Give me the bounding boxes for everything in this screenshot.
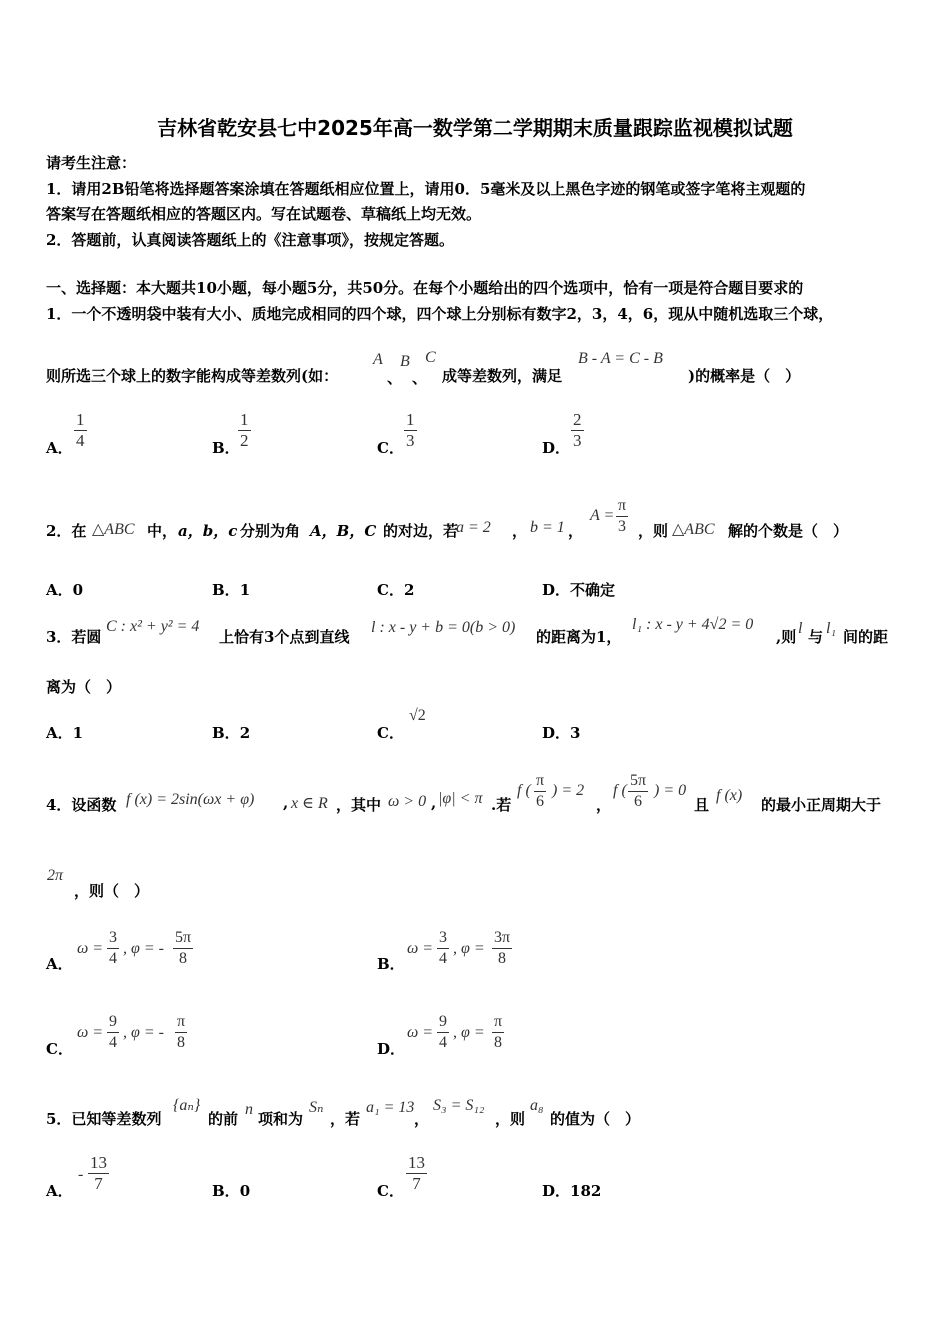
q3-text-6: 间的距 [843, 628, 889, 646]
q3-option-c-text[interactable]: √2 [409, 707, 426, 724]
q5-math-S: S₃ = S₁₂ [433, 1097, 485, 1114]
q5-option-a-sign: - [78, 1166, 84, 1183]
q5-option-b-label: B． [212, 1182, 240, 1200]
q5-option-c-den: 7 [412, 1174, 421, 1193]
q2-text-8: ， [568, 522, 584, 540]
q5-option-d-label: D． [542, 1182, 571, 1200]
q2-text-10: 解的个数是（ ） [728, 522, 849, 540]
q4-f2-num: 5π [628, 771, 648, 792]
q2-option-b-text: 1 [239, 581, 251, 599]
q1-option-b-den: 2 [240, 431, 249, 450]
q2-option-a-label: A． [46, 581, 73, 599]
q4-f2-den: 6 [634, 793, 643, 810]
q4-text-8: 的最小正周期大于 [761, 796, 882, 814]
q3-math-l1: l₁ : x - y + 4√2 = 0 [632, 616, 754, 633]
q1-option-d-value[interactable] [571, 410, 584, 451]
q3-math-line: l : x - y + b = 0(b > 0) [371, 619, 516, 636]
q2-option-c-text: 2 [403, 581, 415, 599]
q4-option-b-pd: 8 [498, 950, 507, 967]
q3-text-7: 离为（ ） [46, 678, 122, 696]
q1-sep-2: 、 [412, 369, 428, 387]
q5-text-5: ， [414, 1110, 430, 1128]
q5-math-a8: a₈ [530, 1097, 544, 1114]
q2-text-6: 的对边，若 [383, 522, 459, 540]
q4-text-3: ，其中 [336, 796, 382, 814]
q4-option-a-w-frac [107, 928, 119, 969]
q3-option-d-text: 3 [570, 724, 581, 742]
q4-option-c-pd: 8 [177, 1034, 186, 1051]
q5-option-b-text: 0 [239, 1182, 251, 1200]
q3-option-c-label[interactable]: C． [377, 724, 404, 742]
q4-option-b-label[interactable]: B． [377, 955, 405, 973]
q3-text-4: ,则 [776, 628, 797, 646]
q3-math-l: l [798, 620, 803, 637]
q4-text-7: 且 [694, 796, 710, 814]
q5-text-2: 的前 [208, 1110, 239, 1128]
q3-option-a-label: A． [46, 724, 73, 742]
q1-math-condition: B - A = C - B [578, 350, 663, 367]
q4-math-phi: |φ| < π [438, 790, 483, 807]
q1-stem-line-1: 1．一个不透明袋中装有大小、质地完成相同的四个球，四个球上分别标有数字2，3，4，6，现从中随机选取三个球， [46, 305, 834, 323]
q5-option-c-label[interactable]: C． [377, 1182, 404, 1200]
q2-text-1: 2．在 [46, 522, 87, 540]
q2-math-a: a = 2 [456, 519, 491, 536]
q5-option-d-text: 182 [570, 1182, 602, 1200]
q4-text-6: ， [596, 796, 612, 814]
q2-option-c-label: C． [377, 581, 404, 599]
q4-option-d-label[interactable]: D． [377, 1040, 406, 1058]
q4-option-d-w: ω = [407, 1024, 434, 1041]
q4-option-b-p: , φ = [453, 940, 485, 957]
q4-option-d-wd: 4 [439, 1034, 447, 1051]
q5-option-b[interactable] [212, 1180, 250, 1201]
q4-option-c-p-frac [175, 1012, 187, 1053]
q5-option-a-den: 7 [94, 1174, 103, 1193]
q1-option-b-num: 1 [240, 410, 249, 429]
q3-option-b-text: 2 [239, 724, 251, 742]
q4-math-2pi: 2π [47, 867, 64, 884]
q3-text-3: 的距离为1， [536, 628, 622, 646]
q4-option-d-p-frac [492, 1012, 504, 1053]
q1-option-c-value[interactable] [404, 410, 417, 451]
q3-text-5: 与 [808, 628, 824, 646]
q1-option-c-label[interactable]: C． [377, 439, 404, 457]
q1-math-b: B [400, 353, 410, 370]
q1-option-d-label[interactable]: D． [542, 439, 571, 457]
q2-text-2: 中， [147, 522, 178, 540]
q5-math-a1: a₁ = 13 [366, 1099, 415, 1116]
notice-line-3: 2．答题前，认真阅读答题纸上的《注意事项》，按规定答题。 [46, 231, 454, 249]
q5-option-a-num: 13 [90, 1153, 107, 1172]
q5-option-d[interactable] [542, 1180, 601, 1201]
notice-line-2: 答案写在答题纸相应的答题区内。写在试题卷、草稿纸上均无效。 [46, 205, 482, 223]
q1-stem-line-2b: 成等差数列，满足 [442, 367, 563, 385]
q3-option-d[interactable] [542, 722, 580, 743]
q2-text-3: a，b，c [178, 522, 238, 540]
q2-text-4: 分别为角 [240, 522, 301, 540]
q2-A-den: 3 [618, 518, 627, 535]
q4-option-d-p: , φ = [453, 1024, 485, 1041]
q2-option-d-label: D． [542, 581, 571, 599]
q1-option-c-num: 1 [406, 410, 415, 429]
q4-math-f2b: ) = 0 [654, 782, 687, 799]
q4-option-a-w: ω = [77, 940, 104, 957]
q4-text-1: 4．设函数 [46, 796, 117, 814]
q2-option-a[interactable] [46, 579, 83, 600]
q4-f1-den: 6 [536, 793, 545, 810]
q1-option-a-label[interactable]: A． [46, 439, 73, 457]
q4-option-c-p: , φ = - [123, 1024, 164, 1041]
q4-option-a-p: , φ = - [123, 940, 164, 957]
q4-option-c-label[interactable]: C． [46, 1040, 73, 1058]
q5-option-a-label[interactable]: A． [46, 1182, 73, 1200]
q4-math-f1-frac [534, 771, 546, 812]
q4-option-b-pn: 3π [492, 928, 512, 949]
q1-math-c: C [425, 349, 436, 366]
q1-option-d-num: 2 [573, 410, 582, 429]
q2-option-d[interactable] [542, 579, 615, 600]
q5-math-n: n [245, 1101, 253, 1118]
notice-line-1: 1．请用2B铅笔将选择题答案涂填在答题纸相应位置上，请用0．5毫米及以上黑色字迹的钢笔或签字笔将主观题的 [46, 180, 806, 198]
q2-math-A-frac [616, 496, 628, 537]
q5-option-c-value[interactable] [406, 1153, 427, 1194]
q3-option-a-text: 1 [72, 724, 84, 742]
q1-stem-line-2a: 则所选三个球上的数字能构成等差数列(如： [46, 367, 339, 385]
q4-option-a-wn: 3 [107, 928, 119, 949]
q3-option-d-label: D． [542, 724, 571, 742]
section-heading: 一、选择题：本大题共10小题，每小题5分，共50分。在每个小题给出的四个选项中，恰有一项是符合题目要求的 [46, 279, 804, 297]
q4-math-w: ω > 0 [388, 793, 427, 810]
q4-math-f1a: f ( [517, 782, 531, 799]
q3-text-1: 3．若圆 [46, 628, 102, 646]
q2-math-triangle-2: △ABC [672, 521, 715, 538]
q4-text-2: , [283, 794, 289, 812]
q4-option-a-pn: 5π [173, 928, 193, 949]
q5-math-Sn: Sₙ [309, 1099, 324, 1116]
q2-option-b[interactable] [212, 579, 250, 600]
q4-option-c-w-frac [107, 1012, 119, 1053]
q4-text-9: ，则（ ） [74, 882, 150, 900]
q5-text-4: ，若 [330, 1110, 361, 1128]
q3-option-a[interactable] [46, 722, 83, 743]
q1-stem-line-2c: )的概率是（ ） [688, 367, 801, 385]
q2-math-b: b = 1 [530, 519, 565, 536]
q4-option-c-pn: π [175, 1012, 187, 1033]
notice-heading: 请考生注意： [46, 154, 137, 172]
q4-option-b-p-frac [492, 928, 512, 969]
q4-option-b-w: ω = [407, 940, 434, 957]
q5-text-7: 的值为（ ） [550, 1110, 641, 1128]
q1-option-a-value[interactable] [74, 410, 87, 451]
q4-option-a-p-frac [173, 928, 193, 969]
q2-math-A: A = [590, 507, 615, 524]
q3-option-b[interactable] [212, 722, 250, 743]
q1-option-b-label[interactable]: B． [212, 439, 240, 457]
q1-math-a: A [373, 351, 383, 368]
q4-math-f1b: ) = 2 [552, 782, 585, 799]
q1-option-c-den: 3 [406, 431, 415, 450]
q2-option-d-text: 不确定 [570, 581, 616, 599]
q4-option-d-pd: 8 [494, 1034, 503, 1051]
q4-option-c-wn: 9 [107, 1012, 119, 1033]
q4-math-f: f (x) = 2sin(ωx + φ) [126, 791, 255, 808]
q4-math-f3: f (x) [716, 787, 743, 804]
q1-option-a-den: 4 [76, 431, 85, 450]
q3-math-circle: C : x² + y² = 4 [106, 618, 200, 635]
q1-sep-1: 、 [387, 369, 403, 387]
q2-option-b-label: B． [212, 581, 240, 599]
q2-text-7: ， [512, 522, 528, 540]
q4-math-f2a: f ( [613, 782, 627, 799]
q5-option-c-num: 13 [408, 1153, 425, 1172]
q4-text-5: .若 [491, 796, 512, 814]
q2-option-c[interactable] [377, 579, 414, 600]
q4-math-f2-frac [628, 771, 648, 812]
q3-text-2: 上恰有3个点到直线 [219, 628, 350, 646]
q4-option-d-wn: 9 [437, 1012, 449, 1033]
q2-A-num: π [616, 496, 628, 517]
q1-option-b-value[interactable] [238, 410, 251, 451]
q2-text-9: ，则 [638, 522, 669, 540]
q3-option-b-label: B． [212, 724, 240, 742]
q5-math-an: {aₙ} [173, 1097, 201, 1114]
q4-option-a-wd: 4 [109, 950, 117, 967]
q4-option-a-pd: 8 [179, 950, 188, 967]
q2-math-triangle: △ABC [92, 521, 135, 538]
q5-text-6: ，则 [495, 1110, 526, 1128]
q4-option-c-wd: 4 [109, 1034, 117, 1051]
page-title: 吉林省乾安县七中2025年高一数学第二学期期末质量跟踪监视模拟试题 [157, 116, 793, 140]
q4-option-a-label[interactable]: A． [46, 955, 73, 973]
q4-option-b-wd: 4 [439, 950, 447, 967]
q4-text-4: , [431, 794, 437, 812]
q5-text-3: 项和为 [258, 1110, 304, 1128]
q4-option-b-w-frac [437, 928, 449, 969]
q5-text-1: 5．已知等差数列 [46, 1110, 162, 1128]
q2-option-a-text: 0 [72, 581, 84, 599]
q4-math-x: x ∈ R [291, 795, 328, 812]
q3-math-l1b: l₁ [826, 620, 837, 637]
q1-option-d-den: 3 [573, 431, 582, 450]
q2-text-5: A，B，C [310, 522, 377, 540]
q5-option-a-value[interactable] [88, 1153, 109, 1194]
q4-option-b-wn: 3 [437, 928, 449, 949]
q4-option-d-pn: π [492, 1012, 504, 1033]
q4-f1-num: π [534, 771, 546, 792]
q1-option-a-num: 1 [76, 410, 85, 429]
q4-option-d-w-frac [437, 1012, 449, 1053]
q4-option-c-w: ω = [77, 1024, 104, 1041]
